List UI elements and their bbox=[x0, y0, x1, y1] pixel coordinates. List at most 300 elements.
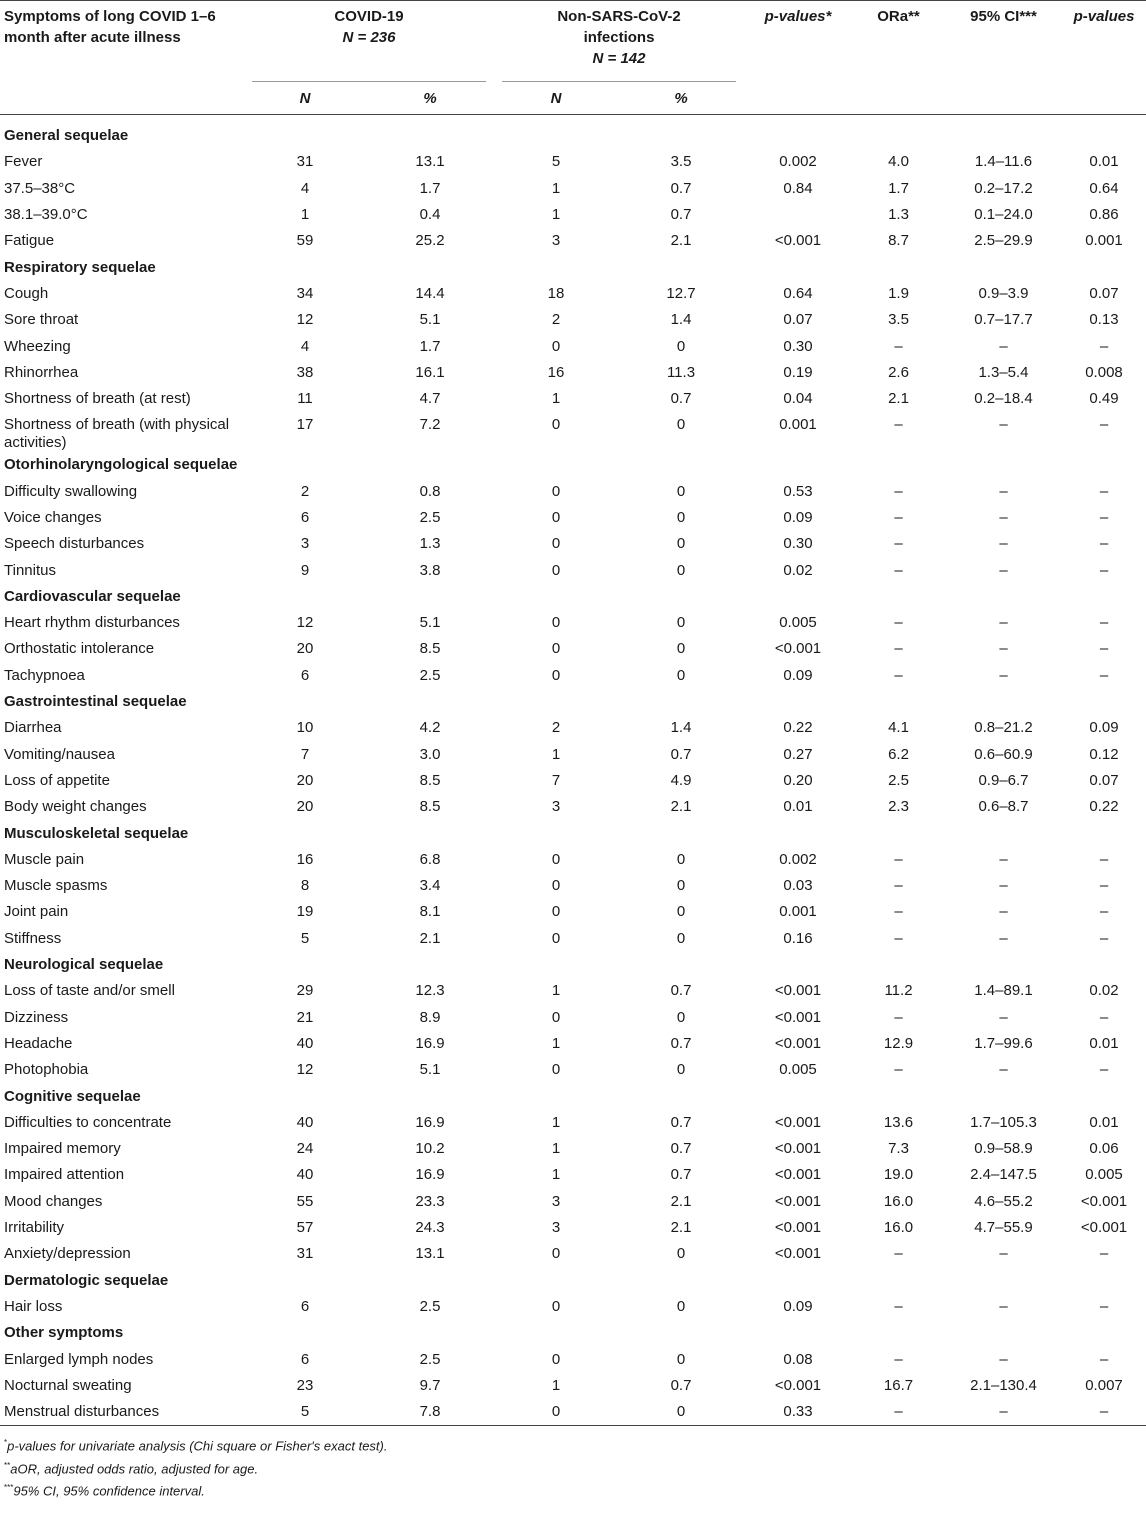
table-row bbox=[0, 281, 1146, 307]
symptom-cell: Nocturnal sweating bbox=[4, 1376, 132, 1394]
symptom-cell: Muscle pain bbox=[4, 850, 85, 868]
non-n-cell: 0 bbox=[551, 850, 561, 868]
non-pct-cell: 2.1 bbox=[670, 232, 692, 250]
non-pct-cell: 0.7 bbox=[670, 206, 692, 224]
ci-cell: 1.4–11.6 bbox=[974, 153, 1033, 171]
aor-cell: – bbox=[894, 877, 903, 895]
pvalue2-cell: – bbox=[1099, 482, 1109, 500]
covid-pct-cell: 8.1 bbox=[419, 903, 441, 921]
aor-cell: 12.9 bbox=[883, 1034, 914, 1052]
non-n-cell: 0 bbox=[551, 416, 561, 434]
table-row bbox=[0, 176, 1146, 202]
ci-cell: – bbox=[999, 640, 1008, 658]
pvalue2-cell: 0.64 bbox=[1089, 179, 1119, 197]
symptom-cell: Tachypnoea bbox=[4, 666, 85, 684]
covid-n-cell: 20 bbox=[296, 640, 314, 658]
table-row bbox=[0, 333, 1146, 359]
covid-pct-cell: 5.1 bbox=[419, 1061, 441, 1079]
ci-cell: – bbox=[999, 929, 1008, 947]
footnote-text: 95% CI, 95% confidence interval. bbox=[13, 1483, 205, 1499]
covid-pct-cell: 8.9 bbox=[419, 1008, 441, 1026]
aor-cell: 1.9 bbox=[888, 284, 909, 302]
symptom-cell: Orthostatic intolerance bbox=[4, 640, 155, 658]
footnote-mark: *** bbox=[4, 1482, 14, 1492]
aor-cell: 1.3 bbox=[888, 206, 909, 224]
non-n-cell: 1 bbox=[551, 1376, 561, 1394]
symptom-cell: Fever bbox=[4, 153, 43, 171]
ci-cell: – bbox=[999, 416, 1008, 434]
non-pct-cell: 0.7 bbox=[670, 179, 692, 197]
pvalue2-cell: – bbox=[1099, 850, 1109, 868]
header-pvalue2: p-values bbox=[1062, 1, 1146, 115]
header-non-n-col: N bbox=[494, 82, 618, 115]
table-row bbox=[0, 636, 1146, 662]
pvalue-cell: 0.07 bbox=[783, 311, 813, 329]
covid-pct-cell: 8.5 bbox=[419, 640, 441, 658]
non-n-cell: 0 bbox=[551, 929, 561, 947]
symptom-cell: 38.1–39.0°C bbox=[4, 206, 88, 224]
ci-cell: 1.7–105.3 bbox=[970, 1113, 1037, 1131]
non-n-cell: 16 bbox=[547, 363, 565, 381]
symptom-cell: 37.5–38°C bbox=[4, 179, 76, 197]
pvalue2-cell: 0.007 bbox=[1085, 1376, 1123, 1394]
table-row bbox=[0, 1215, 1146, 1241]
symptom-cell: Fatigue bbox=[4, 232, 55, 250]
table-row bbox=[0, 1110, 1146, 1136]
section-header-row bbox=[0, 820, 1146, 846]
symptom-cell: Photophobia bbox=[4, 1061, 89, 1079]
section-header-row bbox=[0, 1267, 1146, 1293]
covid-n-cell: 12 bbox=[296, 1061, 314, 1079]
non-n-cell: 0 bbox=[551, 903, 561, 921]
covid-pct-cell: 3.4 bbox=[419, 877, 441, 895]
symptom-cell: Irritability bbox=[4, 1219, 65, 1237]
aor-cell: 16.7 bbox=[883, 1376, 914, 1394]
section-title: Musculoskeletal sequelae bbox=[4, 824, 189, 842]
table-row bbox=[0, 663, 1146, 689]
aor-cell: 2.5 bbox=[888, 771, 909, 789]
non-n-cell: 0 bbox=[551, 1245, 561, 1263]
covid-n-cell: 6 bbox=[300, 1297, 310, 1315]
covid-n-cell: 17 bbox=[296, 416, 314, 434]
pvalue-cell: 0.27 bbox=[783, 745, 813, 763]
ci-cell: 1.3–5.4 bbox=[978, 363, 1029, 381]
pvalue2-cell: – bbox=[1099, 877, 1109, 895]
symptom-cell: Impaired attention bbox=[4, 1166, 125, 1184]
non-pct-cell: 0.7 bbox=[670, 1376, 692, 1394]
pvalue-cell bbox=[744, 202, 852, 228]
footnotes bbox=[0, 1433, 1146, 1500]
covid-pct-cell: 1.3 bbox=[419, 535, 441, 553]
non-n-cell: 1 bbox=[551, 982, 561, 1000]
pvalue-cell: 0.84 bbox=[783, 179, 813, 197]
ci-cell: – bbox=[999, 1008, 1008, 1026]
covid-n-cell: 4 bbox=[300, 179, 310, 197]
section-title: Respiratory sequelae bbox=[4, 258, 156, 276]
header-aor: ORa** bbox=[852, 1, 945, 115]
non-pct-cell: 0.7 bbox=[670, 390, 692, 408]
non-pct-cell: 0 bbox=[676, 416, 686, 434]
non-pct-cell: 0 bbox=[676, 1245, 686, 1263]
ci-cell: 0.9–58.9 bbox=[974, 1140, 1033, 1158]
non-pct-cell: 0 bbox=[676, 1008, 686, 1026]
symptom-cell: Rhinorrhea bbox=[4, 363, 79, 381]
ci-cell: – bbox=[999, 903, 1008, 921]
pvalue-cell: 0.09 bbox=[783, 1297, 813, 1315]
aor-cell: – bbox=[894, 535, 903, 553]
non-pct-cell: 1.4 bbox=[670, 311, 692, 329]
ci-cell: 1.4–89.1 bbox=[974, 982, 1033, 1000]
covid-n-cell: 10 bbox=[296, 719, 314, 737]
section-header-row bbox=[0, 254, 1146, 280]
non-pct-cell: 0.7 bbox=[670, 1113, 692, 1131]
non-n-cell: 2 bbox=[551, 719, 561, 737]
covid-pct-cell: 2.1 bbox=[419, 929, 441, 947]
covid-pct-cell: 14.4 bbox=[415, 284, 445, 302]
table-row bbox=[0, 847, 1146, 873]
table-row bbox=[0, 873, 1146, 899]
covid-pct-cell: 2.5 bbox=[419, 666, 441, 684]
non-n-cell: 0 bbox=[551, 1008, 561, 1026]
ci-cell: – bbox=[999, 509, 1008, 526]
covid-n-cell: 40 bbox=[296, 1034, 314, 1052]
covid-pct-cell: 6.8 bbox=[419, 850, 441, 868]
ci-cell: 2.5–29.9 bbox=[974, 232, 1033, 250]
covid-n-cell: 2 bbox=[300, 482, 310, 500]
covid-pct-cell: 8.5 bbox=[419, 771, 441, 789]
non-pct-cell: 0.7 bbox=[670, 982, 692, 1000]
non-pct-cell: 0 bbox=[676, 482, 686, 500]
aor-cell: – bbox=[894, 614, 903, 632]
non-pct-cell: 2.1 bbox=[670, 1192, 692, 1210]
ci-cell: 0.6–60.9 bbox=[974, 745, 1033, 763]
non-n-cell: 0 bbox=[494, 1399, 618, 1426]
non-n-cell: 1 bbox=[551, 1113, 561, 1131]
table-row bbox=[0, 386, 1146, 412]
pvalue2-cell: – bbox=[1099, 509, 1109, 526]
pvalue-cell: <0.001 bbox=[774, 1192, 822, 1210]
table-row bbox=[0, 505, 1146, 531]
header-pvalue1: p-values* bbox=[744, 1, 852, 115]
non-n-cell: 0 bbox=[551, 1297, 561, 1315]
pvalue2-cell: 0.12 bbox=[1089, 745, 1119, 763]
symptom-cell: Tinnitus bbox=[4, 561, 56, 579]
header-non-pct-col: % bbox=[618, 82, 744, 115]
header-covid-n: N = 236 bbox=[342, 29, 396, 46]
pvalue2-cell: 0.008 bbox=[1085, 363, 1123, 381]
covid-pct-cell: 1.7 bbox=[419, 179, 441, 197]
ci-cell: 4.7–55.9 bbox=[974, 1219, 1033, 1237]
aor-cell: 16.0 bbox=[883, 1192, 914, 1210]
header-covid-pct-col: % bbox=[366, 82, 494, 115]
symptom-cell: Diarrhea bbox=[4, 719, 62, 737]
covid-pct-cell: 13.1 bbox=[415, 153, 445, 171]
covid-n-cell: 31 bbox=[296, 1245, 314, 1263]
non-pct-cell: 0 bbox=[676, 1061, 686, 1079]
pvalue2-cell: – bbox=[1099, 640, 1109, 658]
footnote bbox=[4, 1433, 1146, 1455]
covid-n-cell: 12 bbox=[296, 311, 314, 329]
covid-n-cell: 31 bbox=[296, 153, 314, 171]
symptom-cell: Mood changes bbox=[4, 1192, 103, 1210]
table-row bbox=[0, 1294, 1146, 1320]
pvalue-cell: <0.001 bbox=[774, 1376, 822, 1394]
pvalue-cell: <0.001 bbox=[774, 1219, 822, 1237]
pvalue-cell: <0.001 bbox=[774, 1113, 822, 1131]
aor-cell: – bbox=[894, 561, 903, 579]
header-covid-title: COVID-19 bbox=[334, 8, 404, 25]
section-header-row bbox=[0, 1083, 1146, 1109]
covid-pct-cell: 25.2 bbox=[415, 232, 445, 250]
footnote-text: aOR, adjusted odds ratio, adjusted for age. bbox=[10, 1460, 259, 1476]
pvalue-cell: <0.001 bbox=[774, 640, 822, 658]
covid-pct-cell: 4.7 bbox=[419, 390, 441, 408]
table-row bbox=[0, 1241, 1146, 1267]
non-pct-cell: 0 bbox=[676, 666, 686, 684]
pvalue-cell: 0.03 bbox=[783, 877, 813, 895]
table-row bbox=[0, 1373, 1146, 1399]
table-row bbox=[0, 557, 1146, 583]
pvalue2-cell: 0.01 bbox=[1089, 153, 1119, 171]
covid-pct-cell: 24.3 bbox=[415, 1219, 445, 1237]
ci-cell: 0.6–8.7 bbox=[978, 798, 1029, 816]
symptom-cell: Loss of appetite bbox=[4, 771, 110, 789]
footnote-mark: * bbox=[4, 1438, 8, 1448]
symptom-cell: Menstrual disturbances bbox=[0, 1399, 244, 1426]
non-pct-cell: 0.7 bbox=[670, 745, 692, 763]
non-n-cell: 3 bbox=[551, 1219, 561, 1237]
pvalue-cell: 0.002 bbox=[779, 850, 817, 868]
covid-pct-cell: 12.3 bbox=[415, 982, 445, 1000]
pvalue-cell: <0.001 bbox=[774, 1245, 822, 1263]
table-row bbox=[0, 610, 1146, 636]
non-n-cell: 0 bbox=[551, 877, 561, 895]
pvalue2-cell: – bbox=[1099, 561, 1109, 579]
non-n-cell: 1 bbox=[551, 1166, 561, 1184]
covid-pct-cell: 5.1 bbox=[419, 614, 441, 632]
non-n-cell: 3 bbox=[551, 798, 561, 816]
pvalue2-cell: 0.01 bbox=[1089, 1034, 1119, 1052]
table-row bbox=[0, 715, 1146, 741]
aor-cell: – bbox=[894, 1297, 903, 1315]
symptom-cell: Muscle spasms bbox=[4, 877, 108, 895]
aor-cell: – bbox=[852, 1399, 945, 1426]
ci-cell: – bbox=[999, 482, 1008, 500]
non-pct-cell: 0 bbox=[676, 561, 686, 579]
pvalue-cell: 0.19 bbox=[783, 363, 813, 381]
pvalue-cell: 0.08 bbox=[783, 1350, 813, 1368]
aor-cell: – bbox=[894, 850, 903, 868]
pvalue-cell: 0.30 bbox=[783, 337, 813, 355]
non-n-cell: 18 bbox=[547, 284, 565, 302]
aor-cell: 16.0 bbox=[883, 1219, 914, 1237]
aor-cell: – bbox=[894, 1008, 903, 1026]
covid-n-cell: 40 bbox=[296, 1166, 314, 1184]
ci-cell: – bbox=[999, 850, 1008, 868]
pvalue2-cell: – bbox=[1099, 903, 1109, 921]
header-non-title: Non-SARS-CoV-2 infections bbox=[557, 8, 681, 46]
non-n-cell: 1 bbox=[551, 1034, 561, 1052]
covid-pct-cell: 2.5 bbox=[419, 509, 441, 526]
table-row bbox=[0, 1136, 1146, 1162]
pvalue2-cell: 0.01 bbox=[1089, 1113, 1119, 1131]
pvalue2-cell: 0.001 bbox=[1085, 232, 1123, 250]
covid-n-cell: 20 bbox=[296, 771, 314, 789]
non-n-cell: 7 bbox=[551, 771, 561, 789]
covid-n-cell: 23 bbox=[296, 1376, 314, 1394]
table-row bbox=[0, 1031, 1146, 1057]
non-pct-cell: 0 bbox=[676, 535, 686, 553]
pvalue-cell: 0.20 bbox=[783, 771, 813, 789]
covid-n-cell: 19 bbox=[296, 903, 314, 921]
section-header-row bbox=[0, 452, 1146, 478]
table-row bbox=[0, 1057, 1146, 1083]
covid-n-cell: 55 bbox=[296, 1192, 314, 1210]
non-n-cell: 0 bbox=[551, 337, 561, 355]
pvalue-cell: 0.005 bbox=[779, 1061, 817, 1079]
symptom-cell: Sore throat bbox=[4, 311, 79, 329]
non-pct-cell: 0 bbox=[676, 1297, 686, 1315]
symptom-cell: Shortness of breath (at rest) bbox=[4, 390, 191, 408]
symptom-cell: Speech disturbances bbox=[4, 535, 145, 553]
covid-pct-cell: 1.7 bbox=[419, 337, 441, 355]
symptom-cell: Body weight changes bbox=[4, 798, 147, 816]
table-row bbox=[0, 412, 1146, 452]
pvalue-cell: 0.04 bbox=[783, 390, 813, 408]
non-n-cell: 0 bbox=[551, 1350, 561, 1368]
table-row bbox=[0, 1189, 1146, 1215]
ci-cell: – bbox=[999, 1245, 1008, 1263]
ci-cell: – bbox=[999, 337, 1008, 355]
covid-n-cell: 29 bbox=[296, 982, 314, 1000]
covid-n-cell: 20 bbox=[296, 798, 314, 816]
section-title: Cardiovascular sequelae bbox=[4, 587, 181, 605]
symptom-cell: Difficulties to concentrate bbox=[4, 1113, 172, 1131]
footnote-text: p-values for univariate analysis (Chi square or Fisher's exact test). bbox=[7, 1438, 388, 1454]
non-n-cell: 0 bbox=[551, 482, 561, 500]
non-n-cell: 5 bbox=[551, 153, 561, 171]
ci-cell: – bbox=[999, 614, 1008, 632]
pvalue2-cell: 0.02 bbox=[1089, 982, 1119, 1000]
aor-cell: 6.2 bbox=[888, 745, 909, 763]
aor-cell: 2.3 bbox=[888, 798, 909, 816]
non-pct-cell: 0 bbox=[676, 1350, 686, 1368]
aor-cell: – bbox=[894, 903, 903, 921]
covid-pct-cell: 4.2 bbox=[419, 719, 441, 737]
non-n-cell: 1 bbox=[551, 206, 561, 224]
pvalue2-cell: – bbox=[1099, 929, 1109, 947]
non-pct-cell: 3.5 bbox=[670, 153, 692, 171]
symptom-cell: Enlarged lymph nodes bbox=[4, 1350, 154, 1368]
table-row bbox=[0, 1399, 1146, 1426]
header-covid-n-col: N bbox=[244, 82, 366, 115]
covid-pct-cell: 8.5 bbox=[419, 798, 441, 816]
pvalue-cell: 0.01 bbox=[783, 798, 813, 816]
covid-pct-cell: 7.8 bbox=[366, 1399, 494, 1426]
pvalue2-cell: – bbox=[1099, 1008, 1109, 1026]
footnote bbox=[4, 1456, 1146, 1478]
table-row bbox=[0, 742, 1146, 768]
pvalue-cell: <0.001 bbox=[774, 1008, 822, 1026]
section-header-row bbox=[0, 689, 1146, 715]
pvalue2-cell: – bbox=[1062, 1399, 1146, 1426]
covid-n-cell: 16 bbox=[296, 850, 314, 868]
non-n-cell: 0 bbox=[551, 640, 561, 658]
aor-cell: – bbox=[894, 1350, 903, 1368]
non-pct-cell: 0.7 bbox=[670, 1166, 692, 1184]
table-row bbox=[0, 479, 1146, 505]
aor-cell: 11.2 bbox=[884, 982, 913, 1000]
symptom-cell: Wheezing bbox=[4, 337, 71, 355]
ci-cell: – bbox=[945, 1399, 1062, 1426]
aor-cell: 4.0 bbox=[888, 153, 909, 171]
covid-pct-cell: 16.1 bbox=[415, 363, 445, 381]
ci-cell: 2.1–130.4 bbox=[970, 1376, 1037, 1394]
non-pct-cell: 0.7 bbox=[670, 1034, 692, 1052]
aor-cell: 3.5 bbox=[888, 311, 909, 329]
section-header-row bbox=[0, 584, 1146, 610]
pvalue2-cell: 0.06 bbox=[1089, 1140, 1119, 1158]
covid-n-cell: 5 bbox=[244, 1399, 366, 1426]
aor-cell: 2.1 bbox=[888, 390, 909, 408]
ci-cell: 0.9–6.7 bbox=[978, 771, 1029, 789]
covid-n-cell: 6 bbox=[300, 509, 310, 526]
covid-pct-cell: 13.1 bbox=[415, 1245, 445, 1263]
ci-cell: 1.7–99.6 bbox=[974, 1034, 1033, 1052]
covid-pct-cell: 0.8 bbox=[419, 482, 441, 500]
section-header-row bbox=[0, 952, 1146, 978]
symptom-cell: Loss of taste and/or smell bbox=[4, 982, 175, 1000]
pvalue-cell: <0.001 bbox=[774, 1140, 822, 1158]
symptom-cell: Impaired memory bbox=[4, 1140, 121, 1158]
non-n-cell: 0 bbox=[551, 509, 561, 526]
non-pct-cell: 0.7 bbox=[670, 1140, 692, 1158]
covid-pct-cell: 0.4 bbox=[419, 206, 441, 224]
symptom-cell: Joint pain bbox=[4, 903, 69, 921]
non-pct-cell: 0 bbox=[618, 1399, 744, 1426]
pvalue2-cell: <0.001 bbox=[1080, 1219, 1128, 1237]
table-row bbox=[0, 307, 1146, 333]
pvalue2-cell: 0.13 bbox=[1089, 311, 1119, 329]
pvalue-cell: 0.002 bbox=[779, 153, 817, 171]
covid-n-cell: 6 bbox=[300, 1350, 310, 1368]
non-pct-cell: 12.7 bbox=[666, 284, 696, 302]
ci-cell: – bbox=[999, 1350, 1008, 1368]
covid-n-cell: 1 bbox=[300, 206, 310, 224]
table-row bbox=[0, 1162, 1146, 1188]
covid-pct-cell: 16.9 bbox=[415, 1166, 445, 1184]
non-n-cell: 2 bbox=[551, 311, 561, 329]
ci-cell: – bbox=[999, 1061, 1008, 1079]
table-row bbox=[0, 531, 1146, 557]
pvalue2-cell: 0.49 bbox=[1089, 390, 1119, 408]
ci-cell: – bbox=[999, 535, 1008, 553]
symptom-cell: Dizziness bbox=[4, 1008, 69, 1026]
symptom-cell: Vomiting/nausea bbox=[4, 745, 115, 763]
non-pct-cell: 4.9 bbox=[670, 771, 692, 789]
section-header-row bbox=[0, 115, 1146, 150]
non-n-cell: 0 bbox=[551, 1061, 561, 1079]
covid-pct-cell: 10.2 bbox=[415, 1140, 445, 1158]
covid-pct-cell: 23.3 bbox=[415, 1192, 445, 1210]
table-row bbox=[0, 899, 1146, 925]
table-row bbox=[0, 1005, 1146, 1031]
non-n-cell: 1 bbox=[551, 390, 561, 408]
aor-cell: – bbox=[894, 337, 903, 355]
ci-cell: 0.1–24.0 bbox=[974, 206, 1033, 224]
non-pct-cell: 2.1 bbox=[670, 1219, 692, 1237]
aor-cell: 13.6 bbox=[883, 1113, 914, 1131]
